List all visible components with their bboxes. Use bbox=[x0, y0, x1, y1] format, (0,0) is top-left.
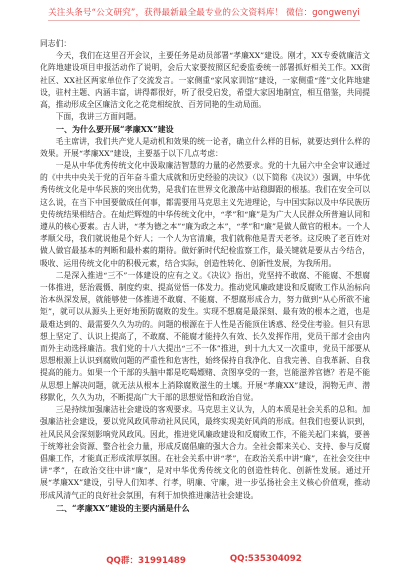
paragraph: 下面，我讲三方面问题。 bbox=[55, 112, 142, 122]
paragraph: 三是持续加强廉洁社会建设的客观要求。马克思主义认为，人的本质是社会关系的总和。加强廉洁社会建设，要以党风政风带动社风民风，最终实现美好风尚的形成。但我们也要认识到，社风民风会深刻影响党风政风。因此，推进党风廉政建设和反腐败工作，不能关起门来搞，要善于统筹社会资源、整合社会力量，形成反腐倡廉的强大合力。全社会都来关心、支持、参与反腐倡廉工作，才能真正形成浓厚氛围。在社会关系中讲“孝”，在政治关系中讲“廉”，在社会交往中讲“孝”，在政治交往中讲“廉”，是对中华优秀传统文化的创造性转化、创新性发展。通过开展“孝廉XX”建设，引导人们知孝、行孝，明廉、守廉，进一步弘扬社会主义核心价值观，推动形成风清气正的良好社会氛围，有利于加快推进廉洁社会建设。 bbox=[40, 405, 370, 500]
section-heading: 一、为什么要开展“孝廉XX”建设 bbox=[56, 124, 174, 135]
paragraph-list bbox=[40, 50, 370, 514]
footer-qq-group: QQ群：31991489 bbox=[106, 556, 186, 566]
greeting: 同志们： bbox=[40, 39, 72, 48]
footer bbox=[0, 554, 408, 566]
paragraph: 今天，我们在这里召开会议，主要任务是动员部署“孝廉XX”建设。刚才，XX专委就廉洁文化阵地建设项目申报活动作了说明，会后大家要按照区纪委监委统一部署抓好相关工作。XX街社区、XX社区两家单位作了交流发言。一家侧重“家风家训馆”建设，一家侧重“莲”文化阵地建设，驻村主题、内涵丰富，讲得都很好，听了很受启发，希望大家因地制宜，相互借鉴，共同提高，推动形成全区廉洁文化之花竞相绽放、百芳同艳的生动局面。 bbox=[40, 51, 370, 110]
paragraph: 毛主席讲，我们共产党人是动机和效果的统一论者，确立什么样的目标，就要达到什么样的效果。开展“孝廉XX”建设，主要基于以下几点考虑： bbox=[40, 136, 370, 158]
banner-text: 关注头条号“公文研究”，获得最新最全最专业的公文资料库！ 微信：gongwenyi bbox=[48, 6, 360, 21]
section-heading: 二、“孝廉XX”建设的主要内涵是什么 bbox=[56, 502, 190, 513]
paragraph: 一是从中华优秀传统文化中汲取廉洁智慧的力量的必然要求。党的十九届六中全会审议通过的《中共中央关于党的百年奋斗重大成就和历史经验的决议》（以下简称《决议》）强调，中华优秀传统文化是中华民族的突出优势，是我们在世界文化激荡中站稳脚跟的根基。我们在安全可以这么说，在当下中国要做成任何事，都需要用马克思主义先进理论，与中国实际以及中华民族历史传统结果相结合。在灿烂辉煌的中华传统文化中，“孝”和“廉”是为广大人民群众所普遍认同和遵从的核心要素。古人讲，“孝为德之本”“廉为政之本”，“孝”和“廉”是做人做官的根本。一个人孝顺父母，我们就说他是个好人；一个人为官清廉，我们就称他是青天老爷。这反映了老百姓对做人做官最基本的判断和最朴素的期待。做好新时代纪检监察工作，最关键就是要从古今结合，吸收、运用传统文化中的积极元素，结合实际，创造性转化、创新性发展，为我所用。 bbox=[40, 161, 370, 268]
document-body bbox=[40, 38, 370, 514]
paragraph: 二是深入推进“三不”一体建设的应有之义。《决议》指出，党坚持不敢腐、不能腐、不想腐一体推进，惩治震慑、制度约束、提高觉悟一体发力。推动党风廉政建设和反腐败工作从治标向治本纵深发展，就能够使一体推进不敢腐、不能腐、不想腐形成合力，努力做到“从心所欲不逾矩”，就可以从源头上更好地预防腐败的发生。实现不想腐是最深刻、最有效的根本之道，也是最难达到的、最需要久久为功的。问题的根源在于人性是否能顶住诱惑、经受住考验。但只有思想上坚定了、认识上提高了，不敢腐、不能腐才能持久有效、长久发挥作用，党员干部才会由内而外主动选择廉洁。我们党的十八大提出“三不一体”推进，到十九大又一次重申，党员干部要从思想根源上认识到腐败问题的严重性和危害性，始终保持自我净化、自我完善、自我革新、自我提高的能力。如果一个干部的头脑中都是吃喝嫖赌、贪图享受的一套，岂能滋养官德？若是不能从思想上解决问题，就无法从根本上消除腐败滋生的土壤。开展“孝廉XX”建设，润物无声、潜移默化，久久为功，不断提高广大干部的思想觉悟和政治自觉。 bbox=[40, 270, 370, 402]
footer-qq: QQ:535304092 bbox=[229, 554, 302, 564]
top-banner bbox=[0, 0, 408, 26]
